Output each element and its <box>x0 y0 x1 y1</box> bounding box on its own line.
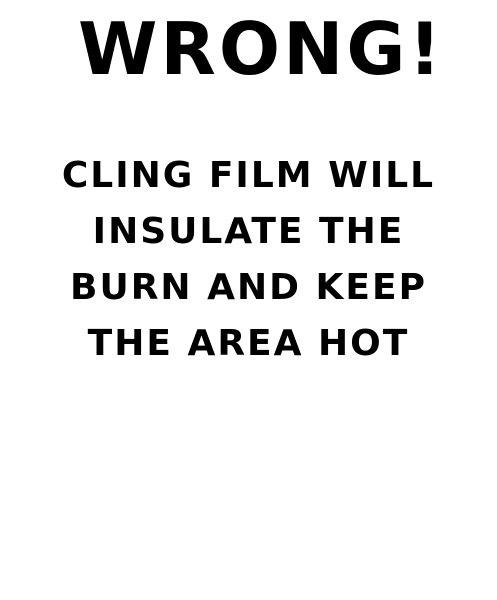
result-heading: WRONG! <box>78 7 445 91</box>
explanation-text: CLING FILM WILL INSULATE THE BURN AND KEEP THE AREA HOT <box>61 155 436 364</box>
